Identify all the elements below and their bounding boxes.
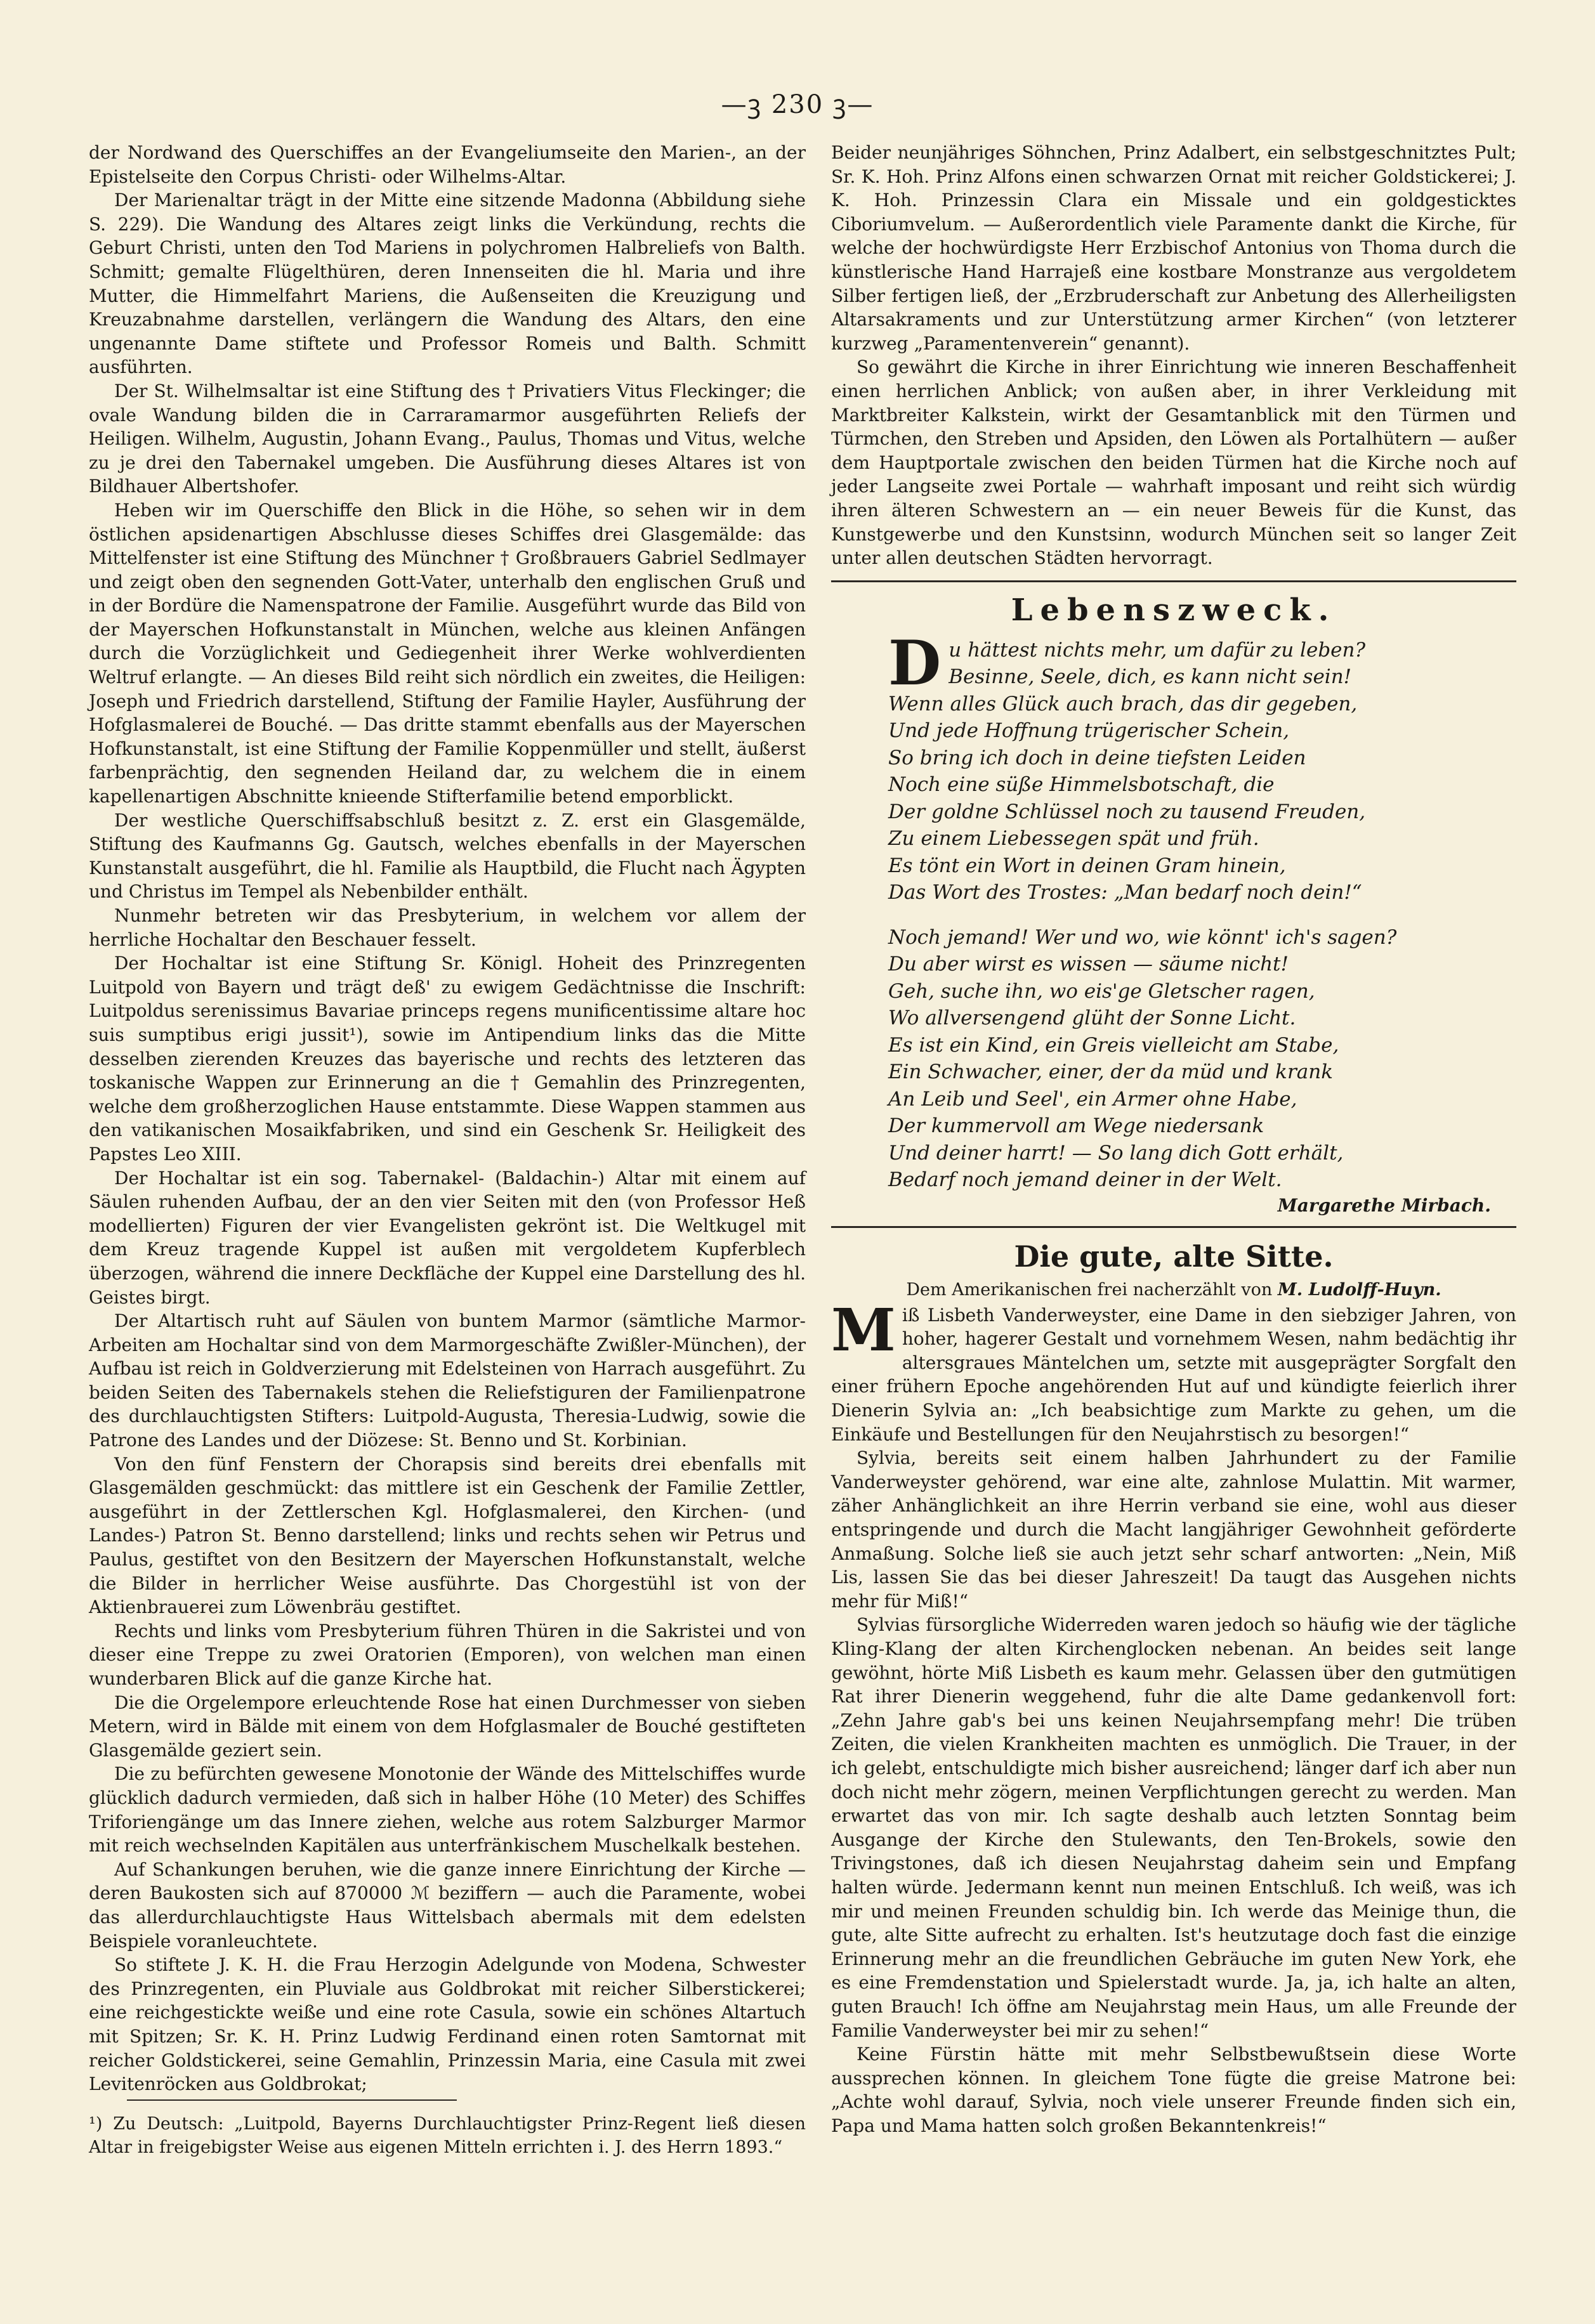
poem-line: Noch eine süße Himmelsbotschaft, die bbox=[888, 773, 1275, 797]
story-paragraph: Sylvia, bereits seit einem halben Jahrhundert zu der Familie Vanderweyster gehörend, war eine alte, zahnlose Mulattin. Mit warmer, zäher Anhänglichkeit an ihre Herrin verband sie eine, wohl aus dieser entspringende und durch die Macht langjähriger Gewohnheit geförderte Anmaßung. Solche ließ sie auch jetzt sehr scharf antworten: „Nein, Miß Lis, lassen Sie das bei dieser Jahreszeit! Da taugt das Ausgehen nichts mehr für Miß!“ bbox=[831, 1447, 1516, 1612]
byline-author: M. Ludolff-Huyn. bbox=[1277, 1279, 1441, 1300]
article-paragraph: Heben wir im Querschiffe den Blick in die Höhe, so sehen wir in dem östlichen apsidenartigen Abschlusse dieses Schiffes drei Glasgemälde: das Mittelfenster ist eine Stiftung des Münchner † Großbrauers Gabriel Sedlmayer und zeigt oben den segnenden Gott-Vater, unterhalb den englischen Gruß und in der Bordüre die Namenspatrone der Familie. Ausgeführt wurde das Bild von der Mayerschen Hofkunstanstalt in München, welche aus kleinen Anfängen durch die Vorzüglichkeit und Gediegenheit ihrer Werke wohlverdienten Weltruf erlangte. — An dieses Bild reiht sich nördlich ein zweites, die Heiligen: Joseph und Friedrich darstellend, Stiftung der Familie Hayler, Ausführung der Hofglasmalerei de Bouché. — Das dritte stammt ebenfalls aus der Mayerschen Hofkunstanstalt, ist eine Stiftung der Familie Koppenmüller und stellt, äußerst farbenprächtig, den segnenden Heiland dar, zu welchem die in einem kapellenartigen Abschnitte knieende Stifterfamilie betend emporblickt. bbox=[89, 499, 806, 807]
story-paragraph: Keine Fürstin hätte mit mehr Selbstbewußtsein diese Worte aussprechen können. In gleichem Tone fügte die greise Matrone bei: „Achte wohl darauf, Sylvia, noch viele unserer Freunde finden sich ein, Papa und Mama hatten solch großen Bekanntenkreis!“ bbox=[831, 2044, 1516, 2136]
article-paragraph: Beider neunjähriges Söhnchen, Prinz Adalbert, ein selbstgeschnitztes Pult; Sr. K. Hoh. Prinz Alfons einen schwarzen Ornat mit reicher Goldstickerei; J. K. Hoh. Prinzessin Clara ein Missale und ein goldgesticktes Ciboriumvelum. — Außerordentlich viele Paramente dankt die Kirche, für welche der hochwürdigste Herr Erzbischof Antonius von Thoma durch die künstlerische Hand Harrajeß eine kostbare Monstranze aus vergoldetem Silber fertigen ließ, der „Erzbruderschaft zur Anbetung des Allerheiligsten Altarsakraments und zur Unterstützung armer Kirchen“ (von letzterer kurzweg „Paramentenverein“ genannt). bbox=[831, 142, 1516, 354]
stanza-gap bbox=[888, 906, 1516, 924]
article-paragraph: Der Hochaltar ist eine Stiftung Sr. Königl. Hoheit des Prinzregenten Luitpold von Bayern und trägt deß' zu ewigem Gedächtnisse die Inschrift: Luitpoldus serenissimus Bavariae princeps regens munificentissime altare hoc suis sumptibus erigi jussit¹), sowie im Antipendium links das die Mitte desselben zierenden Kreuzes das bayerische und rechts des letzteren das toskanische Wappen zur Erinnerung an die † Gemahlin des Prinzregenten, welche dem großherzoglichen Hause entstammte. Diese Wappen stammen aus den vatikanischen Mosaikfabriken, und sind ein Geschenk Sr. Heiligkeit des Papstes Leo XIII. bbox=[89, 953, 806, 1165]
poem-line: Zu einem Liebessegen spät und früh. bbox=[888, 827, 1259, 851]
ornament-left: —ꝫ bbox=[721, 90, 771, 119]
story-paragraph: Miß Lisbeth Vanderweyster, eine Dame in den siebziger Jahren, von hoher, hagerer Gestalt und vornehmem Wesen, nahm bedächtig ihr altersgraues Mäntelchen um, setzte mit ausgeprägter Sorgfalt den einer frühern Epoche angehörenden Hut auf und kündigte feierlich ihrer Dienerin Sylvia an: „Ich beabsichtige zum Markte zu gehen, um die Einkäufe und Bestellungen für den Neujahrstisch zu besorgen!“ bbox=[831, 1295, 1516, 1445]
poem-line: Das Wort des Trostes: „Man bedarf noch dein!“ bbox=[888, 881, 1362, 904]
article-paragraph: So stiftete J. K. H. die Frau Herzogin Adelgunde von Modena, Schwester des Prinzregenten, ein Pluviale aus Goldbrokat mit reicher Silberstickerei; eine reichgestickte weiße und eine rote Casula, sowie ein schönes Altartuch mit Spitzen; Sr. K. H. Prinz Ludwig Ferdinand einen roten Samtornat mit reicher Goldstickerei, seine Gemahlin, Prinzessin Maria, eine Casula mit zwei Levitenröcken aus Goldbrokat; bbox=[89, 1954, 806, 2095]
poem-line: Es ist ein Kind, ein Greis vielleicht am Stabe, bbox=[888, 1033, 1339, 1057]
ornament-right: ꝫ— bbox=[824, 90, 874, 119]
poem bbox=[831, 627, 1516, 1194]
poem-title: Lebenszweck. bbox=[1011, 592, 1337, 628]
article-paragraph: So gewährt die Kirche in ihrer Einrichtung wie inneren Beschaffenheit einen herrlichen Anblick; von außen aber, in ihrer Verkleidung mit Marktbreiter Kalkstein, wirkt der Gesamtanblick mit den Türmen und Türmchen, den Streben und Apsiden, den Löwen als Portalhütern — außer dem Hauptportale zwischen den beiden Türmen hat die Kirche noch auf jeder Langseite zwei Portale — wahrhaft imposant und reiht sich würdig ihren älteren Schwestern an — ein neuer Beweis für die Kunst, das Kunstgewerbe und den Kunstsinn, wodurch München seit so langer Zeit unter allen deutschen Städten hervorragt. bbox=[831, 356, 1516, 569]
story-paragraph: Sylvias fürsorgliche Widerreden waren jedoch so häufig wie der tägliche Kling-Klang der alten Kirchenglocken nebenan. An beides seit lange gewöhnt, hörte Miß Lisbeth es kaum mehr. Gelassen über den gutmütigen Rat ihrer Dienerin weggehend, fuhr die alte Dame gedankenvoll fort: „Zehn Jahre gab's bei uns keinen Neujahrsempfang mehr! Die trüben Zeiten, die vielen Krankheiten machten es unmöglich. Die Trauer, in der ich gelebt, entschuldigte mich bisher ausreichend; länger darf ich aber nun doch nicht mehr zögern, meinen Verpflichtungen gerecht zu werden. Man erwartet das von mir. Ich sagte deshalb auch letzten Sonntag beim Ausgange der Kirche den Stulewants, den Ten-Brokels, sowie den Trivingstones, daß ich diesen Neujahrstag daheim sein und Empfang halten würde. Jedermann kennt nun meinen Entschluß. Ich weiß, was ich mir und meinen Freunden schuldig bin. Ich werde das Meinige thun, die gute, alte Sitte aufrecht zu erhalten. Ist's heutzutage doch fast die einzige Erinnerung mehr an die freundlichen Gebräuche im guten New York, ehe es eine Fremdenstation und Spielerstadt wurde. Ja, ja, ich halte an alten, guten Brauch! Ich öffne am Neujahrstag mein Haus, um alle Freunde der Familie Vanderweyster bei mir zu sehen!“ bbox=[831, 1614, 1516, 2041]
poem-line: Wo allversengend glüht der Sonne Licht. bbox=[888, 1007, 1296, 1030]
article-paragraph: Der Altartisch ruht auf Säulen von buntem Marmor (sämtliche Marmor-Arbeiten am Hochaltar sind von dem Marmorgeschäfte Zwißler-München), der Aufbau ist reich in Goldverzierung mit Edelsteinen von Harrach ausgeführt. Zu beiden Seiten des Tabernakels stehen die Reliefstiguren der Familienpatrone des durchlauchtigsten Stifters: Luitpold-Augusta, Theresia-Ludwig, sowie die Patrone des Landes und der Diözese: St. Benno und St. Korbinian. bbox=[89, 1310, 806, 1451]
right-column bbox=[831, 141, 1516, 2138]
article-paragraph: Rechts und links vom Presbyterium führen Thüren in die Sakristei und von dieser eine Treppe zu zwei Oratorien (Emporen), von welchen man einen wunderbaren Blick auf die ganze Kirche hat. bbox=[89, 1620, 806, 1689]
article-paragraph: Die die Orgelempore erleuchtende Rose hat einen Durchmesser von sieben Metern, wird in Bälde mit einem von dem Hofglasmaler de Bouché gestifteten Glasgemälde geziert sein. bbox=[89, 1692, 806, 1761]
poem-line: Noch jemand! Wer und wo, wie könnt' ich's sagen? bbox=[888, 925, 1397, 949]
article-paragraph: Der St. Wilhelmsaltar ist eine Stiftung des † Privatiers Vitus Fleckinger; die ovale Wandung bilden die in Carraramarmor ausgeführten Reliefs der Heiligen. Wilhelm, Augustin, Johann Evang., Paulus, Thomas und Vitus, welche zu je drei den Tabernakel umgeben. Die Ausführung dieses Altares ist von Bildhauer Albertshofer. bbox=[89, 380, 806, 497]
poem-line: Bedarf noch jemand deiner in der Welt. bbox=[888, 1168, 1282, 1192]
poem-line: Ein Schwacher, einer, der da müd und krank bbox=[888, 1061, 1333, 1084]
poem-line: Der goldne Schlüssel noch zu tausend Freuden, bbox=[888, 800, 1366, 823]
story-dropcap: M bbox=[831, 1295, 896, 1364]
poem-line: Und jede Hoffnung trügerischer Schein, bbox=[888, 719, 1290, 743]
footnote: ¹) Zu Deutsch: „Luitpold, Bayerns Durchlauchtigster Prinz-Regent ließ diesen Altar in freigebigster Weise aus eigenen Mitteln errichten i. J. des Herrn 1893.“ bbox=[89, 2114, 806, 2157]
article-paragraph: Der Marienaltar trägt in der Mitte eine sitzende Madonna (Abbildung siehe S. 229). Die Wandung des Altares zeigt links die Verkündung, rechts die Geburt Christi, unten den Tod Mariens in polychromen Halbreliefs von Balth. Schmitt; gemalte Flügelthüren, deren Innenseiten die hl. Maria und ihre Mutter, die Himmelfahrt Mariens, die Außenseiten die Kreuzigung und Kreuzabnahme darstellen, verlängern die Wandung des Altars, den eine ungenannte Dame stiftete und Professor Romeis und Balth. Schmitt ausführten. bbox=[89, 190, 806, 378]
poem-line: So bring ich doch in deine tiefsten Leiden bbox=[888, 746, 1306, 769]
poem-line: Und deiner harrt! — So lang dich Gott erhält, bbox=[888, 1141, 1344, 1165]
story-byline bbox=[831, 1280, 1516, 1300]
article-paragraph: Nunmehr betreten wir das Presbyterium, in welchem vor allem der herrliche Hochaltar den Beschauer fesselt. bbox=[89, 905, 806, 950]
poem-line: Besinne, Seele, dich, es kann nicht sein! bbox=[948, 665, 1352, 689]
poem-dropcap: D bbox=[888, 627, 942, 699]
byline-prefix: Dem Amerikanischen frei nacherzählt von bbox=[906, 1279, 1273, 1300]
poem-line: Geh, suche ihn, wo eis'ge Gletscher ragen, bbox=[888, 979, 1315, 1003]
article-paragraph: Von den fünf Fenstern der Chorapsis sind bereits drei ebenfalls mit Glasgemälden geschmückt: das mittlere ist ein Geschenk der Familie Zettler, ausgeführt in der Zettlerschen Kgl. Hofglasmalerei, den Kirchen- (und Landes-) Patron St. Benno darstellend; links und rechts sehen wir Petrus und Paulus, gestiftet von den Besitzern der Mayerschen Hofkunstanstalt, welche die Bilder in herrlicher Weise ausführte. Das Chorgestühl ist von der Aktienbrauerei zum Löwenbräu gestiftet. bbox=[89, 1453, 806, 1618]
article-paragraph: Die zu befürchten gewesene Monotonie der Wände des Mittelschiffes wurde glücklich dadurch vermieden, daß sich in halber Höhe (10 Meter) des Schiffes Triforiengänge um das Innere ziehen, welche aus rotem Salzburger Marmor mit reich wechselnden Kapitälen aus unterfränkischem Muschelkalk bestehen. bbox=[89, 1763, 806, 1857]
article-paragraph: Auf Schankungen beruhen, wie die ganze innere Einrichtung der Kirche — deren Baukosten sich auf 870000 ℳ beziffern — auch die Paramente, wobei das allerdurchlauchtigste Haus Wittelsbach abermals mit dem edelsten Beispiele voranleuchtete. bbox=[89, 1858, 806, 1952]
poem-line: Du hättest nichts mehr, um dafür zu leben? bbox=[888, 627, 1366, 699]
story-title: Die gute, alte Sitte. bbox=[1014, 1239, 1334, 1274]
left-column bbox=[89, 141, 806, 2096]
article-paragraph: Der westliche Querschiffsabschluß besitzt z. Z. erst ein Glasgemälde, Stiftung des Kaufmanns Gg. Gautsch, welches ebenfalls in der Mayerschen Kunstanstalt ausgeführt, die hl. Familie als Hauptbild, die Flucht nach Ägypten und Christus im Tempel als Nebenbilder enthält. bbox=[89, 809, 806, 903]
section-divider bbox=[831, 580, 1516, 582]
poem-line: An Leib und Seel', ein Armer ohne Habe, bbox=[888, 1087, 1297, 1111]
section-divider bbox=[831, 1226, 1516, 1228]
poem-author: Margarethe Mirbach. bbox=[1277, 1194, 1491, 1216]
footnote-divider bbox=[127, 2099, 457, 2101]
poem-line: Wenn alles Glück auch brach, das dir gegeben, bbox=[888, 692, 1358, 715]
page-header bbox=[0, 86, 1595, 121]
poem-line: Du aber wirst es wissen — säume nicht! bbox=[888, 953, 1289, 976]
poem-line: Der kummervoll am Wege niedersank bbox=[888, 1114, 1264, 1138]
page-number: 230 bbox=[771, 90, 824, 119]
article-paragraph: der Nordwand des Querschiffes an der Evangeliumseite den Marien-, an der Epistelseite den Corpus Christi- oder Wilhelms-Altar. bbox=[89, 142, 806, 187]
poem-line: Es tönt ein Wort in deinen Gram hinein, bbox=[888, 854, 1286, 877]
article-paragraph: Der Hochaltar ist ein sog. Tabernakel- (Baldachin-) Altar mit einem auf Säulen ruhenden Aufbau, der an den vier Seiten mit den (von Professor Heß modellierten) Figuren der vier Evangelisten gekrönt ist. Die Weltkugel mit dem Kreuz tragende Kuppel ist außen mit vergoldetem Kupferblech überzogen, während die innere Deckfläche der Kuppel eine Darstellung des hl. Geistes birgt. bbox=[89, 1167, 806, 1308]
